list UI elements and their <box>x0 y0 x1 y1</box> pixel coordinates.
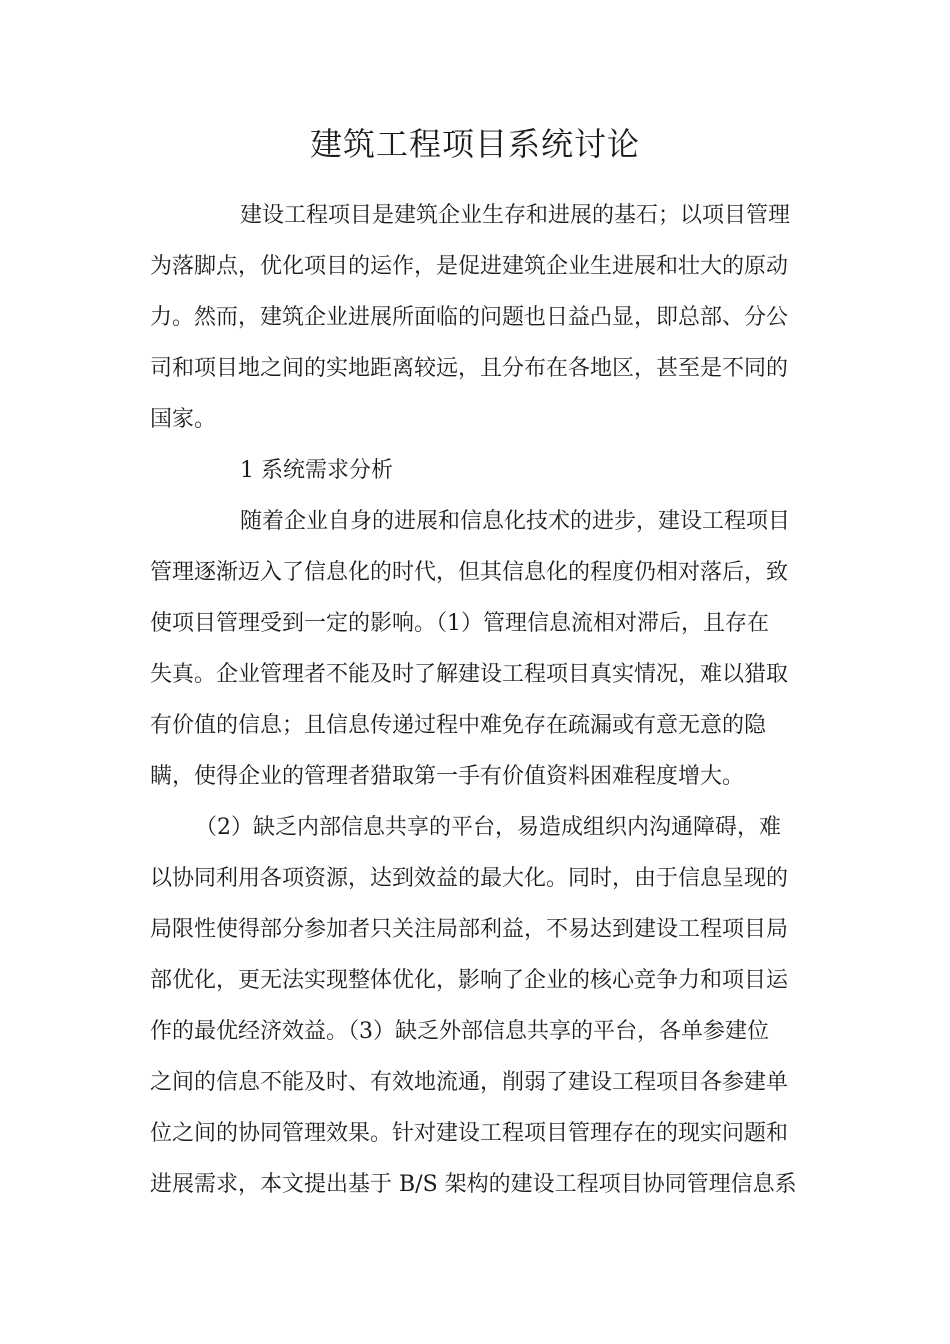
document-body <box>150 190 800 1210</box>
paragraph-line: 之间的信息不能及时、有效地流通，削弱了建设工程项目各参建单 <box>150 1070 789 1095</box>
paragraph-line: 司和项目地之间的实地距离较远，且分布在各地区，甚至是不同的 <box>150 356 789 381</box>
paragraph-line: 局限性使得部分参加者只关注局部利益，不易达到建设工程项目局 <box>150 917 789 942</box>
paragraph-line: 力。然而，建筑企业进展所面临的问题也日益凸显，即总部、分公 <box>150 305 789 330</box>
paragraph-line: 以协同利用各项资源，达到效益的最大化。同时，由于信息呈现的 <box>150 866 789 891</box>
paragraph-line: 管理逐渐迈入了信息化的时代，但其信息化的程度仍相对落后，致 <box>150 560 789 585</box>
paragraph-line: 瞒，使得企业的管理者猎取第一手有价值资料困难程度增大。 <box>150 764 745 789</box>
paragraph-line: 使项目管理受到一定的影响。（1）管理信息流相对滞后，且存在 <box>150 611 769 636</box>
section-heading: 1 系统需求分析 <box>240 458 393 483</box>
paragraph-line: 随着企业自身的进展和信息化技术的进步，建设工程项目 <box>240 509 791 534</box>
paragraph-line: 国家。 <box>150 407 217 432</box>
paragraph-line: 有价值的信息；且信息传递过程中难免存在疏漏或有意无意的隐 <box>150 713 767 738</box>
paragraph-line: 位之间的协同管理效果。针对建设工程项目管理存在的现实问题和 <box>150 1121 789 1146</box>
paragraph-line: 建设工程项目是建筑企业生存和进展的基石；以项目管理 <box>240 203 791 228</box>
paragraph-line: 失真。企业管理者不能及时了解建设工程项目真实情况，难以猎取 <box>150 662 789 687</box>
paragraph-line: 部优化，更无法实现整体优化，影响了企业的核心竞争力和项目运 <box>150 968 789 993</box>
paragraph-line: 进展需求，本文提出基于 B/S 架构的建设工程项目协同管理信息系 <box>150 1172 797 1197</box>
paragraph-line: 作的最优经济效益。（3）缺乏外部信息共享的平台，各单参建位 <box>150 1019 769 1044</box>
paragraph-line: 为落脚点，优化项目的运作，是促进建筑企业生进展和壮大的原动 <box>150 254 789 279</box>
paragraph-line: （2）缺乏内部信息共享的平台，易造成组织内沟通障碍，难 <box>195 815 781 840</box>
document-title: 建筑工程项目系统讨论 <box>309 125 640 163</box>
